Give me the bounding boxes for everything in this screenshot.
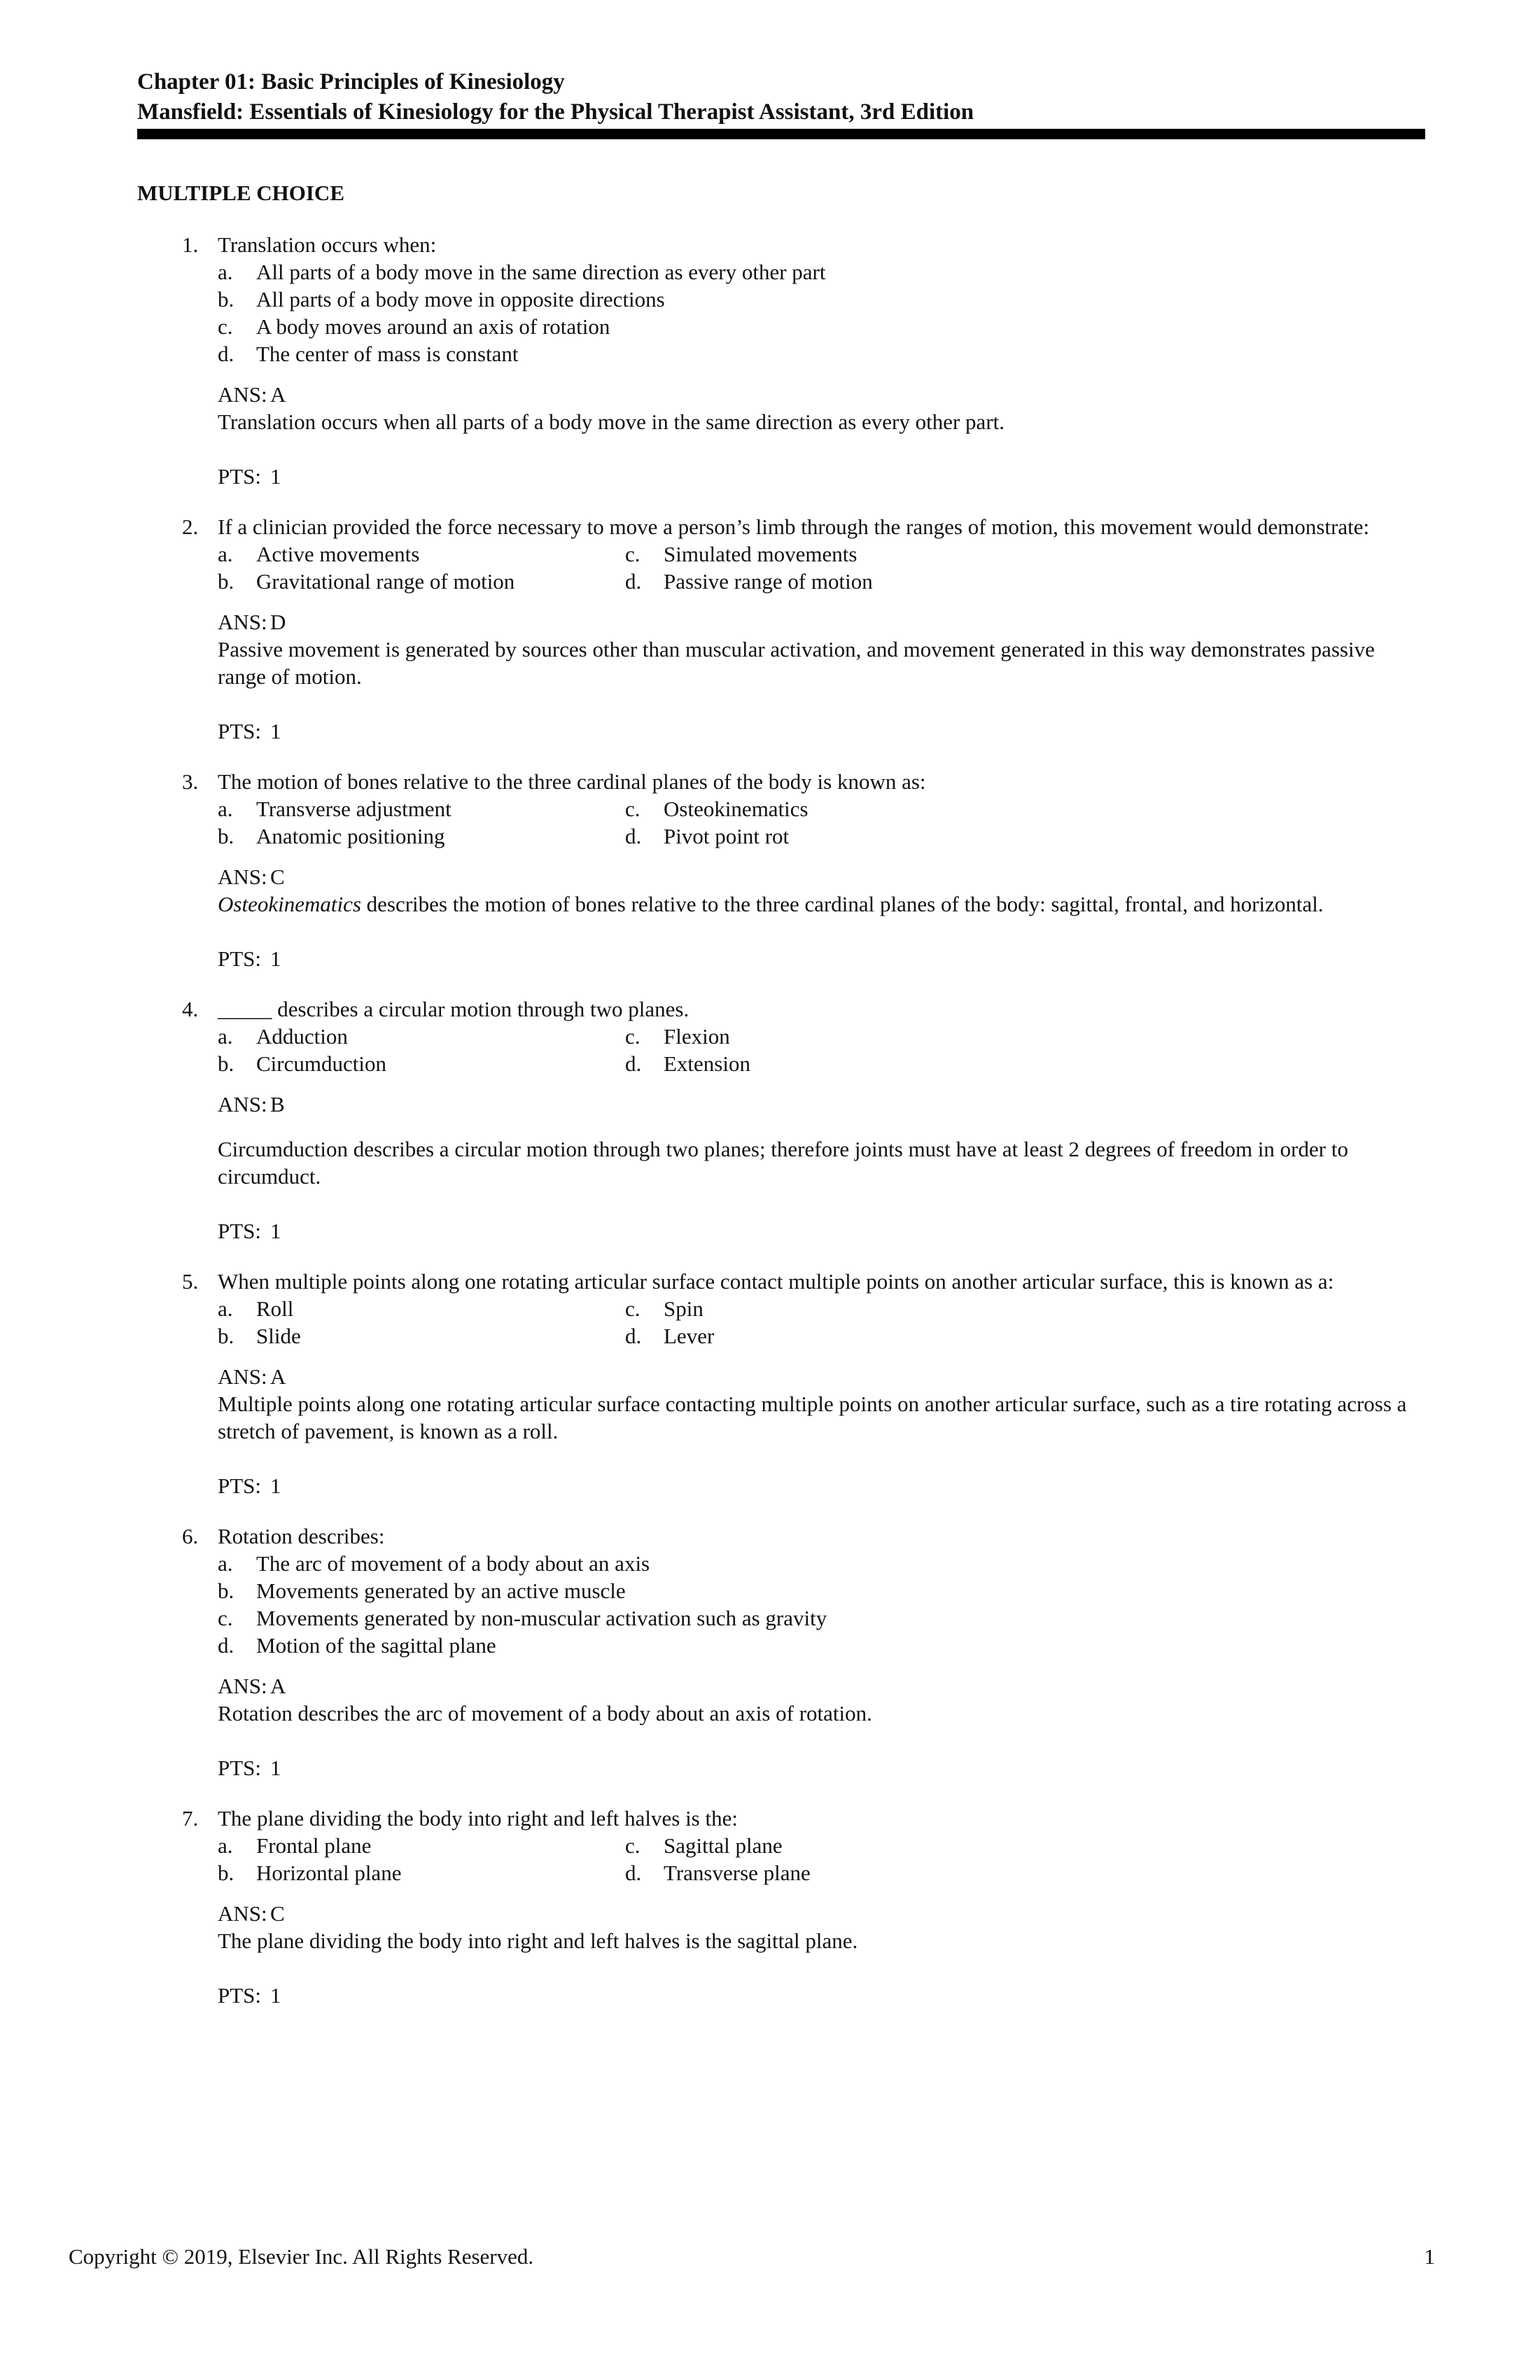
question-stem: When multiple points along one rotating articular surface contact multiple points on another articular surface, this is known as a: [218,1269,1334,1294]
option-b: b. Slide [218,1324,301,1348]
question-number: 3. [182,769,199,794]
question-stem: The plane dividing the body into right and left halves is the: [218,1806,738,1830]
answer-rationale: Circumduction describes a circular motion through two planes; therefore joints must have at least 2 degrees of freedom in order to circumduct. [218,1137,1348,1189]
option-d: d. Lever [625,1324,715,1348]
answer-block: ANS: D Passive movement is generated by sources other than muscular activation, and movement generated in this way demonstrates passive range of motion. [137,608,1425,690]
option-list [137,1023,1425,1077]
points: PTS: 1 [218,1474,281,1498]
option-a: a. Frontal plane [218,1833,372,1858]
option-d: d. Extension [625,1051,750,1076]
option-c: c. Osteokinematics [625,797,808,821]
answer-key: A [270,1364,286,1389]
question-number: 4. [182,997,199,1021]
answer-key: C [270,864,285,889]
question-stem: Translation occurs when: [218,232,437,257]
answer-rationale: Translation occurs when all parts of a body move in the same direction as every other part. [218,410,1005,434]
answer-rationale: Passive movement is generated by sources other than muscular activation, and movement generated in this way demonstrates passive range of motion. [218,637,1375,689]
answer-block: ANS: C Osteokinematics describes the motion of bones relative to the three cardinal planes of the body: sagittal, frontal, and horizontal. [137,863,1425,918]
question-number: 6. [182,1524,199,1548]
option-b: b. All parts of a body move in opposite directions [218,287,665,312]
points: PTS: 1 [218,1756,281,1780]
question-number: 7. [182,1806,199,1830]
answer-rationale: Multiple points along one rotating articular surface contacting multiple points on another articular surface, such as a tire rotating across a stretch of pavement, is known as a roll. [218,1392,1407,1443]
page-number: 1 [1424,2244,1435,2269]
question-1 [137,231,1425,490]
option-b: b. Horizontal plane [218,1861,402,1885]
option-d: d. Transverse plane [625,1861,811,1885]
points: PTS: 1 [218,719,281,743]
points: PTS: 1 [218,464,281,489]
question-number: 5. [182,1269,199,1294]
answer-block: ANS: A Rotation describes the arc of movement of a body about an axis of rotation. [137,1672,1425,1727]
answer-key: C [270,1901,285,1926]
option-list [137,258,1425,368]
points: PTS: 1 [218,946,281,971]
option-d: d. The center of mass is constant [218,342,519,366]
answer-block: ANS: B Circumduction describes a circular motion through two planes; therefore joints must have at least 2 degrees of freedom in order to circumduct. [137,1091,1425,1190]
option-c: c. Flexion [625,1024,730,1049]
option-list [137,1295,1425,1350]
points: PTS: 1 [218,1983,281,2008]
question-stem: Rotation describes: [218,1524,385,1548]
option-a: a. Active movements [218,542,420,566]
option-list [137,795,1425,850]
option-a: a. All parts of a body move in the same direction as every other part [218,260,826,284]
answer-block: ANS: A Multiple points along one rotating articular surface contacting multiple points on another articular surface, such as a tire rotating across a stretch of pavement, is known as a roll. [137,1363,1425,1445]
option-b: b. Movements generated by an active muscle [218,1578,626,1603]
option-d: d. Passive range of motion [625,569,873,594]
document-header [137,67,1425,127]
answer-key: B [270,1092,285,1116]
question-7 [137,1805,1425,2009]
book-title: Mansfield: Essentials of Kinesiology for the Physical Therapist Assistant, 3rd Edition [137,99,974,125]
answer-rationale: Osteokinematics describes the motion of bones relative to the three cardinal planes of the body: sagittal, frontal, and horizontal. [218,892,1324,916]
option-a: a. Adduction [218,1024,348,1049]
option-c: c. Spin [625,1296,704,1321]
option-c: c. A body moves around an axis of rotation [218,314,610,339]
question-stem: The motion of bones relative to the three cardinal planes of the body is known as: [218,769,926,794]
copyright-notice: Copyright © 2019, Elsevier Inc. All Rights Reserved. [69,2244,534,2269]
answer-key: A [270,1674,286,1698]
question-6 [137,1522,1425,1782]
points: PTS: 1 [218,1219,281,1243]
answer-key: D [270,610,286,634]
question-stem: _____ describes a circular motion through two planes. [218,997,690,1021]
question-3 [137,768,1425,972]
option-list [137,540,1425,595]
chapter-title: Chapter 01: Basic Principles of Kinesiology [137,69,565,94]
option-b: b. Anatomic positioning [218,824,445,848]
option-a: a. The arc of movement of a body about an axis [218,1551,650,1576]
question-number: 1. [182,232,199,257]
option-d: d. Motion of the sagittal plane [218,1633,496,1658]
answer-block: ANS: A Translation occurs when all parts of a body move in the same direction as every other part. [137,381,1425,435]
option-a: a. Roll [218,1296,294,1321]
option-d: d. Pivot point rot [625,824,790,848]
section-title: MULTIPLE CHOICE [137,181,344,205]
question-4 [137,995,1425,1245]
question-2 [137,513,1425,745]
answer-key: A [270,382,286,407]
header-rule [137,129,1425,139]
question-5 [137,1268,1425,1499]
option-a: a. Transverse adjustment [218,797,451,821]
answer-block: ANS: C The plane dividing the body into right and left halves is the sagittal plane. [137,1900,1425,1954]
option-c: c. Simulated movements [625,542,858,566]
answer-rationale: Rotation describes the arc of movement of a body about an axis of rotation. [218,1701,872,1726]
question-list [137,231,1425,2032]
option-c: c. Movements generated by non-muscular activation such as gravity [218,1606,827,1630]
question-number: 2. [182,514,199,539]
option-c: c. Sagittal plane [625,1833,783,1858]
option-b: b. Circumduction [218,1051,386,1076]
option-list [137,1832,1425,1886]
rationale-term: Osteokinematics [218,892,361,916]
option-b: b. Gravitational range of motion [218,569,515,594]
question-stem: If a clinician provided the force necessary to move a person’s limb through the ranges of motion, this movement would demonstrate: [218,514,1370,539]
option-list [137,1550,1425,1659]
answer-rationale: The plane dividing the body into right and left halves is the sagittal plane. [218,1928,858,1953]
